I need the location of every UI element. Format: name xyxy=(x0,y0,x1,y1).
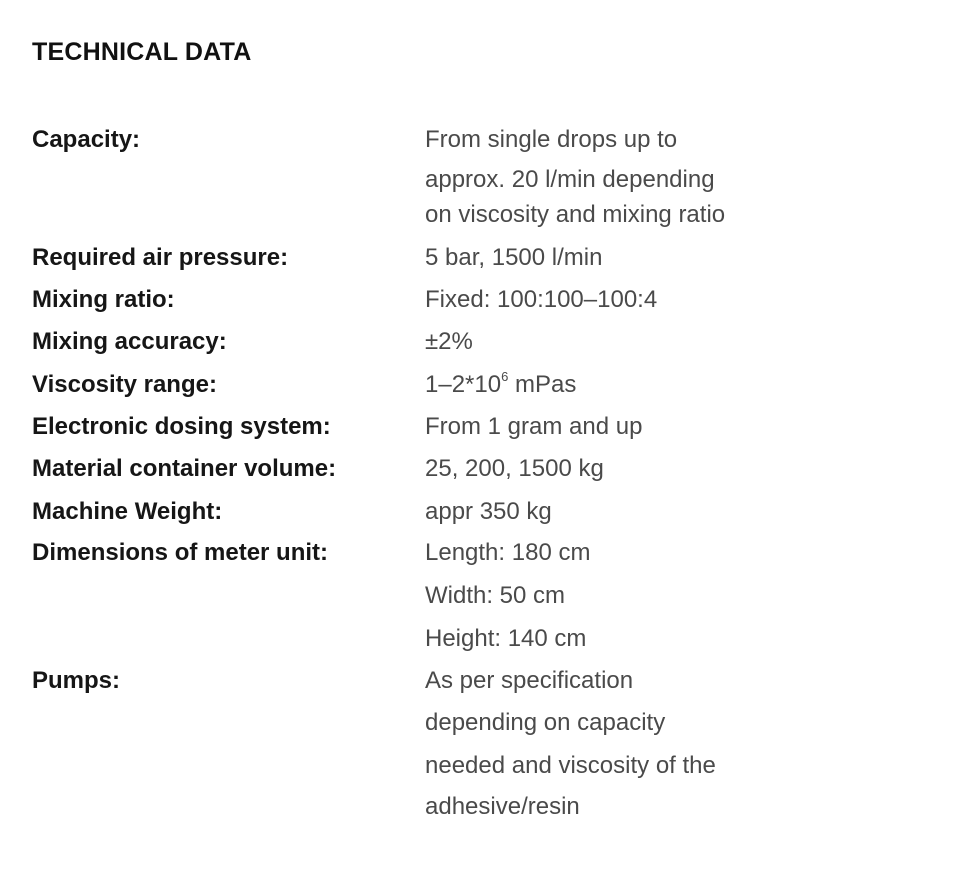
spec-value-capacity-line-1: From single drops up to xyxy=(425,126,678,153)
viscosity-exponent: 6 xyxy=(501,369,509,384)
spec-label-pumps: Pumps: xyxy=(32,667,121,694)
spec-value-capacity-line-2: approx. 20 l/min depending xyxy=(425,166,715,193)
spec-label-dimensions: Dimensions of meter unit: xyxy=(32,539,329,566)
spec-value-pumps-line-3: needed and viscosity of the xyxy=(425,752,716,779)
spec-value-air-pressure: 5 bar, 1500 l/min xyxy=(425,244,603,271)
spec-label-container-volume: Material container volume: xyxy=(32,455,337,482)
spec-value-mixing-ratio: Fixed: 100:100–100:4 xyxy=(425,286,658,313)
spec-label-mixing-ratio: Mixing ratio: xyxy=(32,286,175,313)
spec-value-viscosity-range xyxy=(425,369,576,401)
spec-label-machine-weight: Machine Weight: xyxy=(32,498,223,525)
spec-value-pumps-line-2: depending on capacity xyxy=(425,709,666,736)
viscosity-unit: mPas xyxy=(508,371,577,398)
spec-value-capacity-line-3: on viscosity and mixing ratio xyxy=(425,201,726,228)
spec-value-mixing-accuracy: ±2% xyxy=(425,328,473,355)
spec-value-dimensions-width: Width: 50 cm xyxy=(425,582,566,609)
spec-value-dimensions-height: Height: 140 cm xyxy=(425,625,587,652)
spec-label-capacity: Capacity: xyxy=(32,126,141,153)
spec-label-viscosity-range: Viscosity range: xyxy=(32,371,217,398)
spec-value-container-volume: 25, 200, 1500 kg xyxy=(425,455,604,482)
spec-label-dosing-system: Electronic dosing system: xyxy=(32,413,331,440)
spec-value-dosing-system: From 1 gram and up xyxy=(425,413,643,440)
page-title: TECHNICAL DATA xyxy=(32,38,252,66)
spec-value-pumps-line-1: As per specification xyxy=(425,667,634,694)
spec-value-pumps-line-4: adhesive/resin xyxy=(425,793,580,820)
spec-label-air-pressure: Required air pressure: xyxy=(32,244,289,271)
spec-value-dimensions-length: Length: 180 cm xyxy=(425,539,591,566)
spec-label-mixing-accuracy: Mixing accuracy: xyxy=(32,328,227,355)
spec-value-machine-weight: appr 350 kg xyxy=(425,498,552,525)
viscosity-base: 1–2*10 xyxy=(425,371,502,398)
